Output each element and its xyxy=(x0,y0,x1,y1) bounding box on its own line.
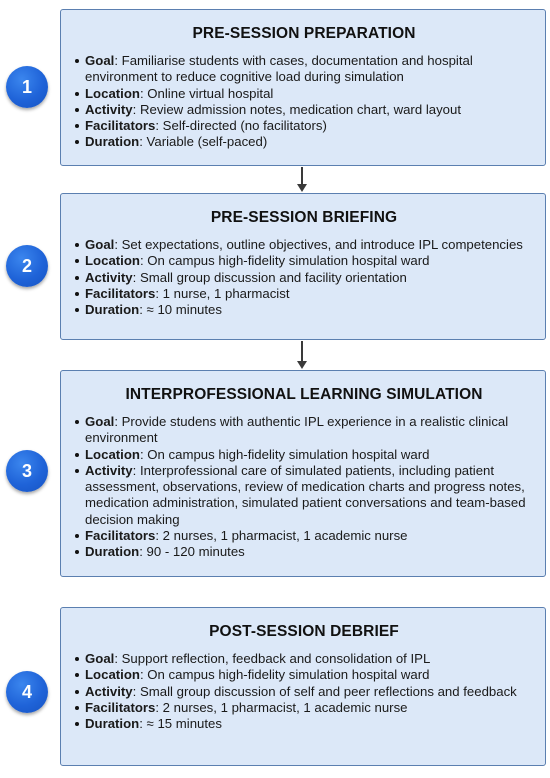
stage-4-details xyxy=(75,651,533,732)
stage-4-duration: Duration: ≈ 15 minutes xyxy=(75,716,533,732)
stage-3-location: Location: On campus high-fidelity simulation hospital ward xyxy=(75,447,533,463)
stage-4-facilitators: Facilitators: 2 nurses, 1 pharmacist, 1 academic nurse xyxy=(75,700,533,716)
stage-1-title: PRE-SESSION PREPARATION xyxy=(192,25,416,42)
stage-2-box xyxy=(60,193,546,340)
stage-1-goal: Goal: Familiarise students with cases, documentation and hospital environment to reduce cognitive load during simulation xyxy=(75,53,533,86)
stage-2-title: PRE-SESSION BRIEFING xyxy=(210,209,398,226)
flow-arrow-1-to-2 xyxy=(297,167,307,193)
flow-arrow-2-to-3 xyxy=(297,341,307,370)
stage-2-details xyxy=(75,237,533,318)
stage-3-duration: Duration: 90 - 120 minutes xyxy=(75,544,533,560)
stage-3-activity: Activity: Interprofessional care of simulated patients, including patient assessment, observations, review of medication charts and progress notes, medication administration, simulated patient conversations and team-based decision making xyxy=(75,463,533,528)
stage-2-facilitators: Facilitators: 1 nurse, 1 pharmacist xyxy=(75,286,533,302)
stage-3-details xyxy=(75,414,533,561)
stage-1-location: Location: Online virtual hospital xyxy=(75,86,533,102)
stage-2-location: Location: On campus high-fidelity simulation hospital ward xyxy=(75,253,533,269)
stage-1-number-badge: 1 xyxy=(6,66,48,108)
stage-4-box xyxy=(60,607,546,766)
stage-3-goal: Goal: Provide studens with authentic IPL experience in a realistic clinical environment xyxy=(75,414,533,447)
stage-4-location: Location: On campus high-fidelity simulation hospital ward xyxy=(75,667,533,683)
stage-1-details xyxy=(75,53,533,151)
stage-1-facilitators: Facilitators: Self-directed (no facilitators) xyxy=(75,118,533,134)
stage-1-activity: Activity: Review admission notes, medication chart, ward layout xyxy=(75,102,533,118)
stage-2-duration: Duration: ≈ 10 minutes xyxy=(75,302,533,318)
stage-2-goal: Goal: Set expectations, outline objectives, and introduce IPL competencies xyxy=(75,237,533,253)
stage-3-number-badge: 3 xyxy=(6,450,48,492)
stage-1-duration: Duration: Variable (self-paced) xyxy=(75,134,533,150)
stage-4-activity: Activity: Small group discussion of self and peer reflections and feedback xyxy=(75,684,533,700)
stage-4-goal: Goal: Support reflection, feedback and consolidation of IPL xyxy=(75,651,533,667)
stage-4-number-badge: 4 xyxy=(6,671,48,713)
stage-3-facilitators: Facilitators: 2 nurses, 1 pharmacist, 1 academic nurse xyxy=(75,528,533,544)
stage-3-box xyxy=(60,370,546,577)
stage-2-activity: Activity: Small group discussion and facility orientation xyxy=(75,270,533,286)
stage-1-box xyxy=(60,9,546,166)
stage-3-title: INTERPROFESSIONAL LEARNING SIMULATION xyxy=(125,386,483,403)
stage-4-title: POST-SESSION DEBRIEF xyxy=(209,623,399,640)
stage-2-number-badge: 2 xyxy=(6,245,48,287)
